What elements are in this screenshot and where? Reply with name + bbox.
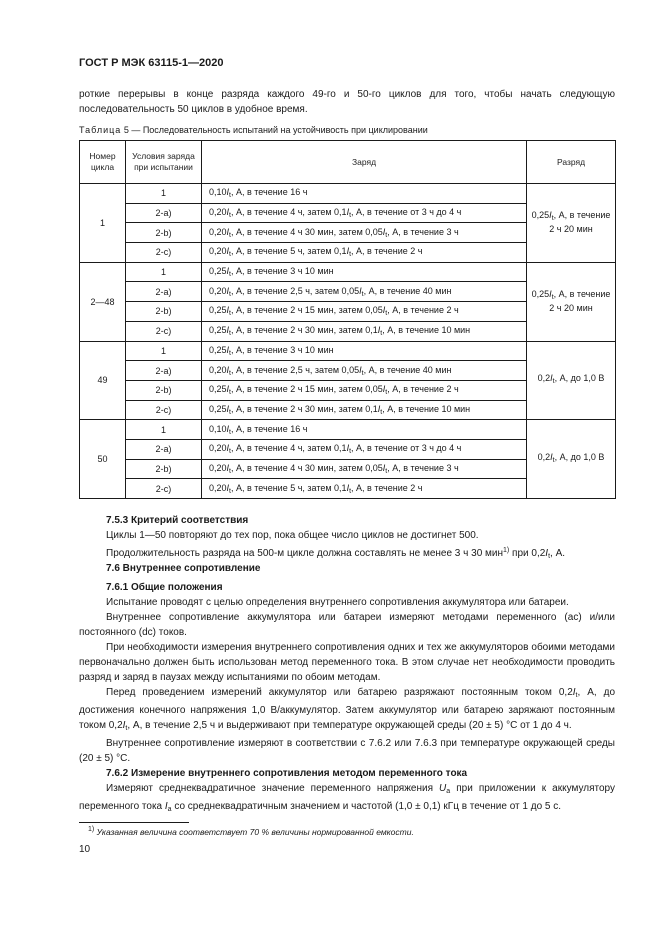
footnote: $^{1)}$ Указанная величина соответствует 70 % величины нормированной емкости.	[88, 826, 414, 837]
cycle-number-cell: 2—48	[80, 262, 126, 341]
header-cycle: Номер цикла	[80, 141, 126, 184]
charge-cell: $0,25I_t$, А, в течение 2 ч 15 мин, затем $0,05I_t$, А, в течение 2 ч	[202, 302, 527, 322]
section-title: 7.5.3 Критерий соответствия	[106, 515, 249, 526]
table-row	[80, 420, 616, 440]
table-header-row	[80, 141, 616, 184]
charge-cell: $0,20I_t$, А, в течение 5 ч, затем $0,1I_t$, А, в течение 2 ч	[202, 479, 527, 499]
table-row	[80, 341, 616, 361]
condition-cell: 2-b)	[126, 223, 202, 243]
section-7-5-3	[79, 513, 619, 564]
charge-cell: $0,25I_t$, А, в течение 3 ч 10 мин	[202, 262, 527, 282]
paragraph: Испытание проводят с целью определения внутреннего сопротивления аккумулятора или батареи.	[106, 597, 569, 608]
header-charge: Заряд	[202, 141, 527, 184]
paragraph: Перед проведением измерений аккумулятор или батарею разряжают постоянным током $0,2I_t$, А, до достижения конечного напряжения 1,0 В/аккумулятор. Затем аккумулятор или батарею заряжают постоянным током $0,2I_t$, А, в течение 2,5 ч и выдерживают при температуре окружающей среды (20 ± 5) °С от 1 до 4 ч.	[79, 687, 616, 732]
charge-cell: $0,25I_t$, А, в течение 2 ч 30 мин, затем $0,1I_t$, А, в течение 10 мин	[202, 400, 527, 420]
paragraph: Внутреннее сопротивление измеряют в соответствии с 7.6.2 или 7.6.3 при температуре окружающей среды (20 ± 5) °С.	[79, 738, 615, 764]
paragraph: Измеряют среднеквадратичное значение переменного напряжения $U_a$ при приложении к аккумулятору переменного тока $I_a$ со среднеквадратичным значением и частотой (1,0 ± 0,1) кГц в течение от 1 до 5 с.	[79, 783, 615, 813]
condition-cell: 2-c)	[126, 243, 202, 263]
condition-cell: 1	[126, 184, 202, 204]
condition-cell: 1	[126, 420, 202, 440]
table-row	[80, 262, 616, 282]
paragraph: При необходимости измерения внутреннего сопротивления одних и тех же аккумуляторов обоими методами первоначально должен быть использован метод переменного тока. В этом случае нет необходимости проводить разряд и заряд в паузах между испытаниями по обоим методам.	[79, 642, 615, 683]
discharge-cell: $0,25I_t$, А, в течение 2 ч 20 мин	[527, 184, 616, 263]
cycling-test-table	[79, 140, 616, 499]
discharge-cell: $0,2I_t$, А, до 1,0 В	[527, 420, 616, 499]
section-7-6-1	[79, 580, 615, 817]
footnote-divider	[79, 822, 189, 823]
cycle-number-cell: 1	[80, 184, 126, 263]
charge-cell: $0,20I_t$, А, в течение 2,5 ч, затем $0,05I_t$, А, в течение 40 мин	[202, 282, 527, 302]
condition-cell: 2-c)	[126, 321, 202, 341]
charge-cell: $0,10I_t$, А, в течение 16 ч	[202, 420, 527, 440]
charge-cell: $0,10I_t$, А, в течение 16 ч	[202, 184, 527, 204]
discharge-cell: $0,25I_t$, А, в течение 2 ч 20 мин	[527, 262, 616, 341]
charge-cell: $0,20I_t$, А, в течение 4 ч 30 мин, затем $0,05I_t$, А, в течение 3 ч	[202, 459, 527, 479]
charge-cell: $0,25I_t$, А, в течение 2 ч 30 мин, затем $0,1I_t$, А, в течение 10 мин	[202, 321, 527, 341]
paragraph: Внутреннее сопротивление аккумулятора или батареи измеряют методами переменного (ас) и/или постоянного (dc) токов.	[79, 612, 615, 638]
section-7-6-2-title: 7.6.2 Измерение внутреннего сопротивления методом переменного тока	[106, 768, 468, 779]
condition-cell: 2-c)	[126, 479, 202, 499]
table-body	[80, 184, 616, 499]
condition-cell: 1	[126, 262, 202, 282]
condition-cell: 2-a)	[126, 282, 202, 302]
condition-cell: 1	[126, 341, 202, 361]
charge-cell: $0,20I_t$, А, в течение 2,5 ч, затем $0,05I_t$, А, в течение 40 мин	[202, 361, 527, 381]
header-discharge: Разряд	[527, 141, 616, 184]
charge-cell: $0,20I_t$, А, в течение 4 ч, затем $0,1I_t$, А, в течение от 3 ч до 4 ч	[202, 203, 527, 223]
discharge-cell: $0,2I_t$, А, до 1,0 В	[527, 341, 616, 420]
document-header: ГОСТ Р МЭК 63115-1—2020	[79, 57, 224, 69]
cycle-number-cell: 50	[80, 420, 126, 499]
header-condition: Условия заряда при испытании	[126, 141, 202, 184]
condition-cell: 2-a)	[126, 361, 202, 381]
charge-cell: $0,20I_t$, А, в течение 5 ч, затем $0,1I_t$, А, в течение 2 ч	[202, 243, 527, 263]
table-caption	[79, 125, 428, 135]
section-7-6-title: 7.6 Внутреннее сопротивление	[106, 563, 261, 574]
charge-cell: $0,25I_t$, А, в течение 2 ч 15 мин, затем $0,05I_t$, А, в течение 2 ч	[202, 380, 527, 400]
charge-cell: $0,20I_t$, А, в течение 4 ч 30 мин, затем $0,05I_t$, А, в течение 3 ч	[202, 223, 527, 243]
condition-cell: 2-a)	[126, 203, 202, 223]
page-number: 10	[79, 844, 91, 855]
condition-cell: 2-c)	[126, 400, 202, 420]
paragraph: Циклы 1—50 повторяют до тех пор, пока общее число циклов не достигнет 500.	[106, 530, 479, 541]
paragraph: Продолжительность разряда на 500-м цикле должна составлять не менее 3 ч 30 мин$^{1)}$ при $0,2I_t$, А.	[106, 547, 566, 560]
table-row	[80, 184, 616, 204]
condition-cell: 2-b)	[126, 380, 202, 400]
cycle-number-cell: 49	[80, 341, 126, 420]
section-title: 7.6.1 Общие положения	[106, 582, 223, 593]
intro-paragraph: роткие перерывы в конце разряда каждого 49-го и 50-го циклов для того, чтобы начать следующую последовательность 50 циклов в удобное время.	[79, 89, 615, 115]
caption-word: Таблица	[79, 125, 122, 135]
charge-cell: $0,25I_t$, А, в течение 3 ч 10 мин	[202, 341, 527, 361]
charge-cell: $0,20I_t$, А, в течение 4 ч, затем $0,1I_t$, А, в течение от 3 ч до 4 ч	[202, 439, 527, 459]
condition-cell: 2-b)	[126, 459, 202, 479]
caption-text: 5 — Последовательность испытаний на устойчивость при циклировании	[123, 125, 428, 135]
condition-cell: 2-b)	[126, 302, 202, 322]
condition-cell: 2-a)	[126, 439, 202, 459]
